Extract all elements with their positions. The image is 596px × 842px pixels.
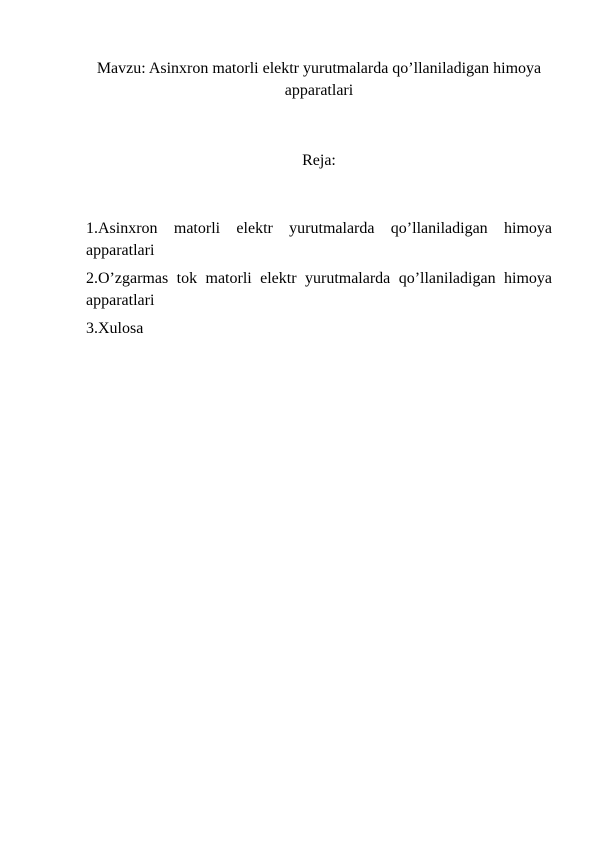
plan-list <box>86 218 552 346</box>
plan-item-1: 1.Asinxron matorli elektr yurutmalarda qo’llaniladigan himoya apparatlari <box>86 220 552 259</box>
plan-item-3: 3.Xulosa <box>86 320 144 337</box>
document-title: Mavzu: Asinxron matorli elektr yurutmalarda qo’llaniladigan himoya apparatlari <box>96 60 542 99</box>
plan-heading: Reja: <box>302 152 336 169</box>
plan-item-2: 2.O’zgarmas tok matorli elektr yurutmalarda qo’llaniladigan himoya apparatlari <box>86 270 552 309</box>
